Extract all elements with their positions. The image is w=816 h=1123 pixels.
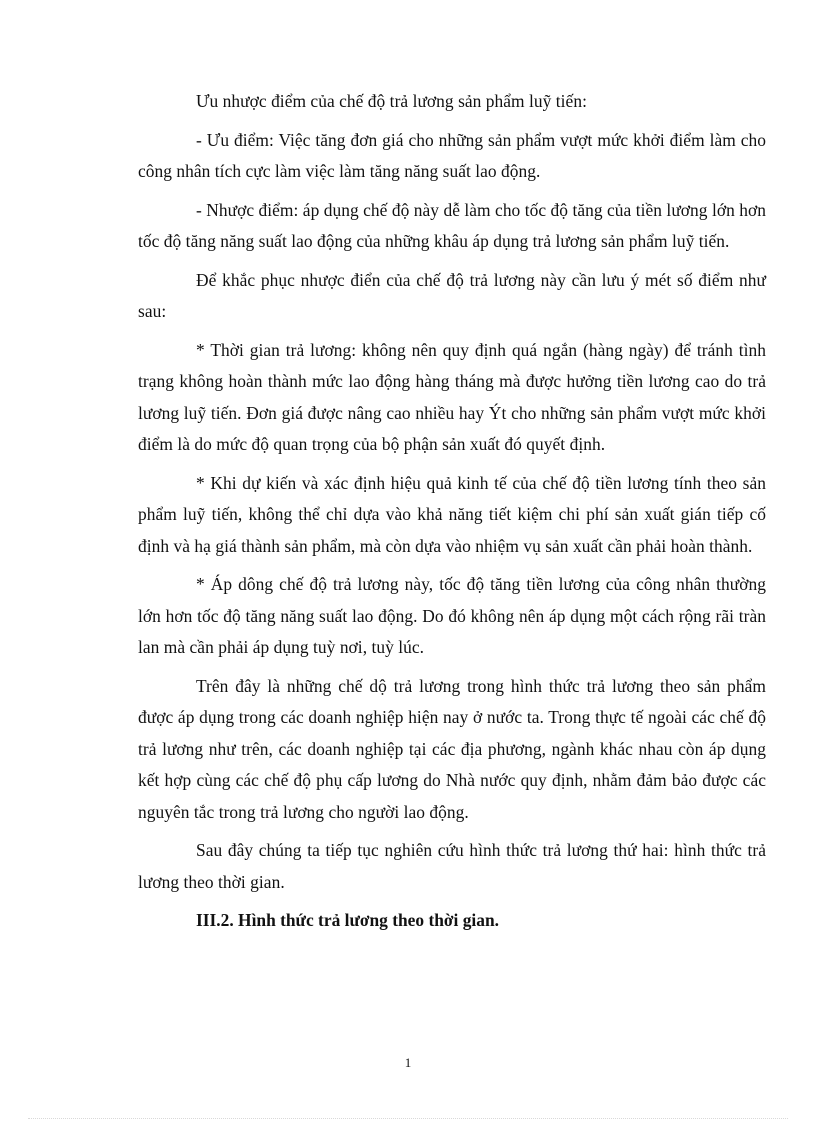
paragraph-disadvantages: - Nhược điểm: áp dụng chế độ này dễ làm cho tốc độ tăng của tiền lương lớn hơn tốc độ tăng năng suất lao động của những khâu áp dụng trả lương sản phẩm luỹ tiến. <box>138 199 766 251</box>
paragraph-summary: Trên đây là những chế dộ trả lương trong hình thức trả lương theo sản phẩm được áp dụng trong các doanh nghiệp hiện nay ở nước ta. Trong thực tế ngoài các chế độ trả lương như trên, các doanh nghiệp tại các địa phương, ngành khác nhau còn áp dụng kết hợp cùng các chế độ phụ cấp lương do Nhà nước quy định, nhằm đảm bảo được các nguyên tắc trong trả lương cho người lao động. <box>138 675 766 822</box>
paragraph-payment-period: * Thời gian trả lương: không nên quy định quá ngắn (hàng ngày) để tránh tình trạng không hoàn thành mức lao động hàng tháng mà được hưởng tiền lương cao do trả lương luỹ tiến. Đơn giá được nâng cao nhiều hay Ýt cho những sản phẩm vượt mức khởi điểm là do mức độ quan trọng của bộ phận sản xuất đó quyết định. <box>138 339 766 454</box>
paragraph-economic-efficiency: * Khi dự kiến và xác định hiệu quả kinh tế của chế độ tiền lương tính theo sản phẩm luỹ tiến, không thể chỉ dựa vào khả năng tiết kiệm chi phí sản xuất gián tiếp cố định và hạ giá thành sản phẩm, mà còn dựa vào nhiệm vụ sản xuất cần phải hoàn thành. <box>138 472 766 556</box>
page-bottom-divider <box>28 1118 788 1119</box>
section-heading: III.2. Hình thức trả lương theo thời gian. <box>196 910 499 930</box>
paragraph-pros-cons-intro: Ưu nhược điểm của chế độ trả lương sản phẩm luỹ tiến: <box>196 91 587 111</box>
paragraph-application-note: * Áp dông chế độ trả lương này, tốc độ tăng tiền lương của công nhân thường lớn hơn tốc độ tăng năng suất lao động. Do đó không nên áp dụng một cách rộng rãi tràn lan mà cần phải áp dụng tuỳ nơi, tuỳ lúc. <box>138 574 766 657</box>
page-body <box>138 86 766 937</box>
page-number: 1 <box>404 1055 412 1070</box>
paragraph-advantages: - Ưu điểm: Việc tăng đơn giá cho những sản phẩm vượt mức khởi điểm làm cho công nhân tích cực làm việc làm tăng năng suất lao động. <box>138 129 766 181</box>
paragraph-transition: Sau đây chúng ta tiếp tục nghiên cứu hình thức trả lương thứ hai: hình thức trả lương theo thời gian. <box>138 840 766 892</box>
paragraph-remedy-intro: Để khắc phục nhược điển của chế độ trả lương này cần lưu ý mét số điểm như sau: <box>138 269 766 321</box>
